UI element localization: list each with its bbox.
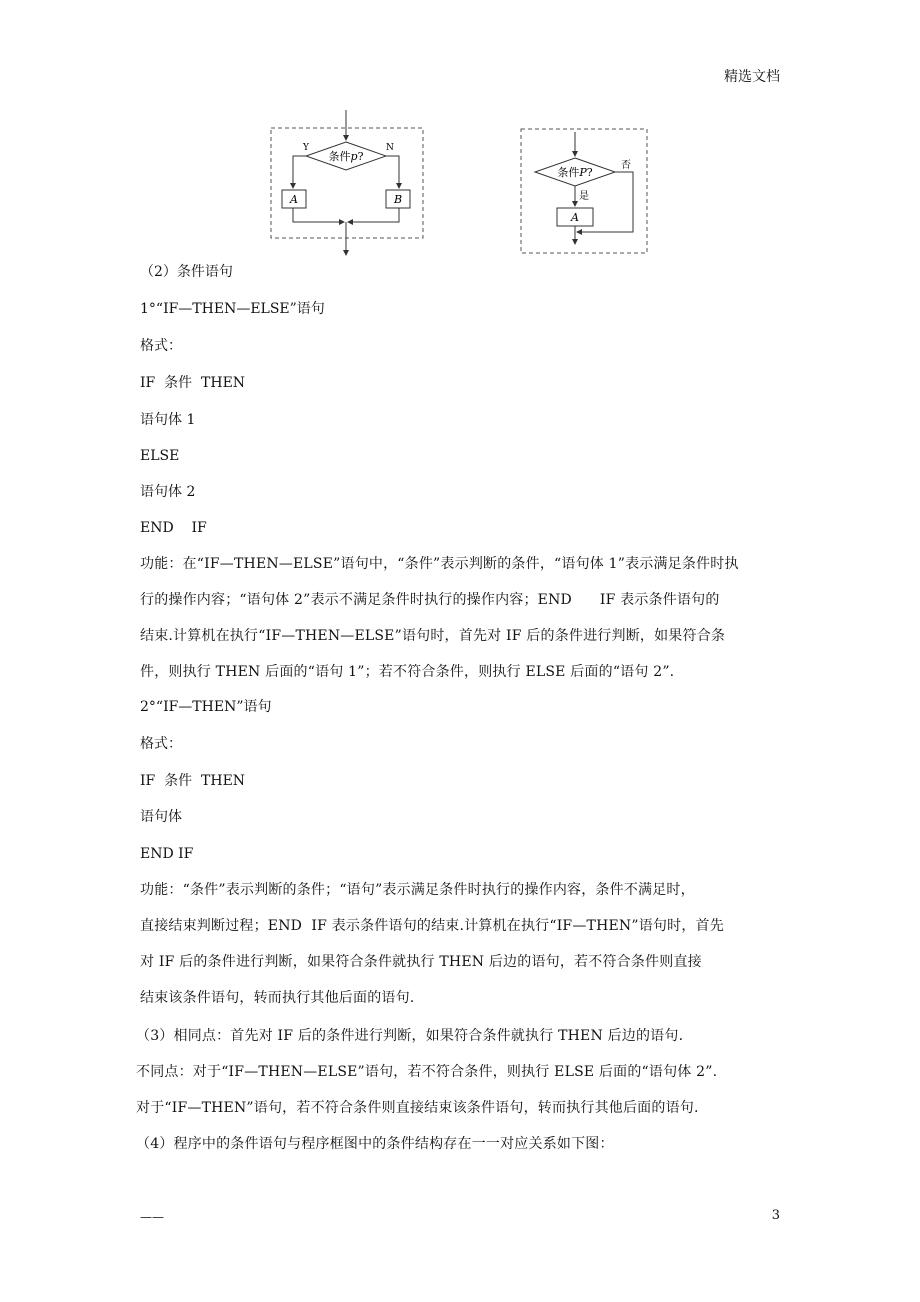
paragraph-line: 行的操作内容；“语句体 2”表示不满足条件时执行的操作内容；END IF 表示条件语句的 (140, 592, 720, 608)
paragraph-line: （4）程序中的条件语句与程序框图中的条件结构存在一一对应关系如下图： (136, 1136, 614, 1152)
flowchart-if-then (518, 126, 652, 256)
comparison-paragraph (136, 1018, 776, 1162)
format-label: 格式： (140, 736, 182, 752)
function-paragraph-2 (140, 872, 780, 1016)
code-line: 语句体 (140, 809, 182, 825)
format-label: 格式： (140, 338, 182, 354)
flowchart-if-then-else (268, 110, 428, 260)
subsection-2-title: 2°“IF—THEN”语句 (140, 699, 272, 715)
yes-branch (293, 156, 306, 188)
paragraph-line: 对于“IF—THEN”语句，若不符合条件则直接结束该条件语句，转而执行其他后面的语句. (136, 1100, 699, 1116)
code-line: END IF (140, 846, 194, 862)
code-line: ELSE (140, 448, 180, 464)
paragraph-line: 功能：在“IF—THEN—ELSE”语句中，“条件”表示判断的条件，“语句体 1”表示满足条件时执 (140, 556, 739, 572)
section-2-title: （2）条件语句 (140, 264, 233, 280)
subsection-1-title: 1°“IF—THEN—ELSE”语句 (140, 301, 325, 317)
no-branch (386, 156, 399, 188)
paragraph-line: 结束该条件语句，转而执行其他后面的语句. (140, 990, 415, 1006)
box-b-label: B (393, 193, 403, 206)
no-label: 否 (621, 160, 631, 171)
paragraph-line: 结束.计算机在执行“IF—THEN—ELSE”语句时，首先对 IF 后的条件进行判断，如果符合条 (140, 628, 726, 644)
page-header: 精选文档 (724, 69, 780, 85)
code-line: IF 条件 THEN (140, 375, 246, 391)
decision-label: 条件P? (557, 166, 593, 179)
paragraph-line: 功能：“条件”表示判断的条件；“语句”表示满足条件时执行的操作内容，条件不满足时， (140, 882, 695, 898)
paragraph-line: 不同点：对于“IF—THEN—ELSE”语句，若不符合条件，则执行 ELSE 后面的“语句体 2”. (136, 1064, 718, 1080)
no-label: N (386, 143, 394, 153)
yes-label: 是 (579, 191, 589, 202)
yes-label: Y (303, 143, 309, 153)
code-line: IF 条件 THEN (140, 773, 246, 789)
footer-dash: —— (140, 1210, 164, 1224)
paragraph-line: 件，则执行 THEN 后面的“语句 1”；若不符合条件，则执行 ELSE 后面的“语句 2”. (140, 664, 675, 680)
box-a-label: A (290, 193, 298, 206)
code-line: END IF (140, 520, 207, 536)
box-a-label: A (571, 211, 579, 224)
code-line: 语句体 2 (140, 484, 196, 500)
decision-label: 条件p? (328, 150, 364, 163)
paragraph-line: （3）相同点：首先对 IF 后的条件进行判断，如果符合条件就执行 THEN 后边的语句. (136, 1028, 684, 1044)
function-paragraph-1 (140, 546, 780, 690)
paragraph-line: 对 IF 后的条件进行判断，如果符合条件就执行 THEN 后边的语句，若不符合条件则直接 (140, 954, 702, 970)
paragraph-line: 直接结束判断过程；END IF 表示条件语句的结束.计算机在执行“IF—THEN”语句时，首先 (140, 918, 724, 934)
merge-right (348, 208, 399, 222)
merge-left (293, 208, 344, 222)
page-number: 3 (771, 1208, 780, 1223)
code-line: 语句体 1 (140, 412, 196, 428)
